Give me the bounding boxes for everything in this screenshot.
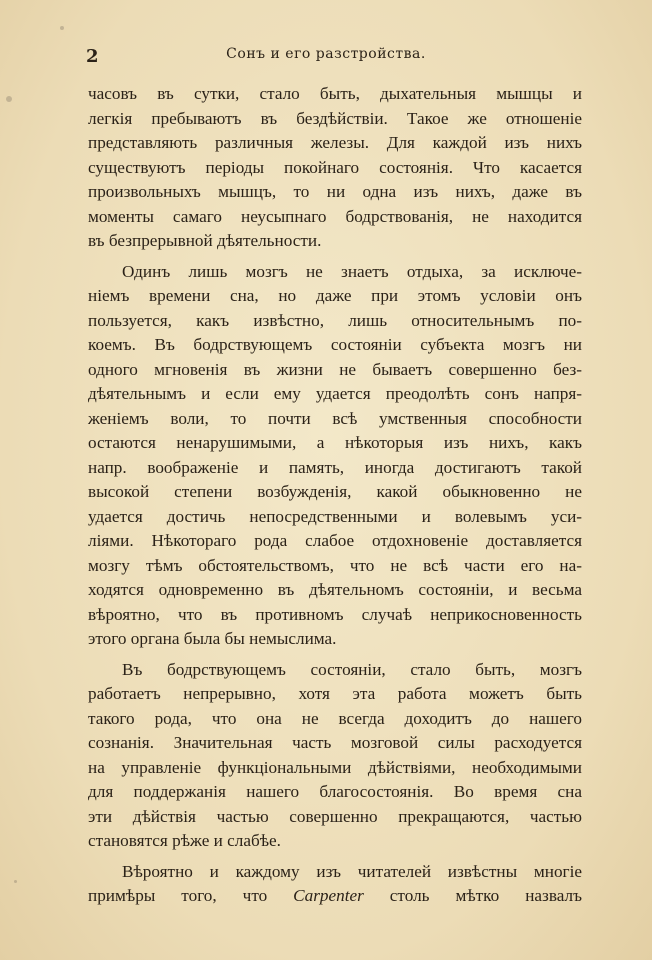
text-line: пользуется, какъ извѣстно, лишь относительнымъ по- — [88, 310, 582, 330]
paragraph — [88, 82, 582, 254]
running-title: Сонъ и его разстройства. — [226, 46, 426, 62]
paper-stain — [60, 26, 64, 30]
text-line: работаетъ непрерывно, хотя эта работа можетъ быть — [88, 684, 582, 703]
text-line: напр. воображеніе и память, иногда достигаютъ такой — [88, 457, 582, 477]
text-line: на управленіе функціональными дѣйствіями, необходимыми — [88, 757, 582, 777]
text-line: этого органа была бы немыслима. — [88, 629, 337, 648]
text-line: одного мгновенія въ жизни не бываетъ совершенно без- — [88, 359, 582, 379]
paragraph — [88, 260, 582, 652]
body-text — [88, 82, 582, 915]
text-line: легкія пребываютъ въ бездѣйствіи. Такое же отношеніе — [88, 108, 582, 128]
text-fragment: примѣры того, что — [88, 886, 294, 905]
text-line: ніемъ времени сна, но даже при этомъ условіи онъ — [88, 286, 582, 305]
text-line: часовъ въ сутки, стало быть, дыхательныя мышцы и — [88, 84, 582, 103]
text-line: становятся рѣже и слабѣе. — [88, 831, 281, 850]
text-line: существуютъ періоды покойнаго состоянія. Что касается — [88, 157, 582, 177]
text-line: моменты самаго неусыпнаго бодрствованія, не находится — [88, 206, 582, 226]
text-line: мозгу тѣмъ обстоятельствомъ, что не всѣ части его на- — [88, 555, 582, 575]
text-line — [88, 884, 582, 909]
paper-stain — [14, 880, 17, 883]
text-line: коемъ. Въ бодрствующемъ состояніи субъекта мозгъ ни — [88, 335, 582, 354]
paragraph — [88, 860, 582, 909]
text-line: дѣятельнымъ и если ему удается преодолѣть сонъ напря- — [88, 384, 582, 403]
text-line: Одинъ лишь мозгъ не знаетъ отдыха, за исключе- — [122, 261, 582, 281]
text-line: произвольныхъ мышцъ, то ни одна изъ нихъ, даже въ — [88, 182, 582, 201]
text-line: въ безпрерывной дѣятельности. — [88, 231, 322, 250]
text-line: сознанія. Значительная часть мозговой силы расходуется — [88, 733, 582, 752]
paper-stain — [6, 96, 12, 102]
text-line: такого рода, что она не всегда доходитъ до нашего — [88, 708, 582, 728]
text-line: женіемъ воли, то почти всѣ умственныя способности — [88, 408, 582, 428]
paragraph — [88, 658, 582, 854]
text-line: Вѣроятно и каждому изъ читателей извѣстны многіе — [122, 861, 582, 881]
text-line: ходятся одновременно въ дѣятельномъ состояніи, и весьма — [88, 580, 582, 599]
text-fragment: столь мѣтко назвалъ — [363, 886, 582, 905]
text-line: Въ бодрствующемъ состояніи, стало быть, мозгъ — [122, 659, 582, 679]
text-line: эти дѣйствія частью совершенно прекращаются, частью — [88, 806, 582, 826]
text-line: удается достичь непосредственными и волевымъ уси- — [88, 506, 582, 526]
text-line: остаются ненарушимыми, а нѣкоторыя изъ нихъ, какъ — [88, 433, 582, 452]
text-line: ліями. Нѣкотораго рода слабое отдохновеніе доставляется — [88, 531, 582, 550]
text-line: представляють различныя железы. Для каждой изъ нихъ — [88, 133, 582, 152]
text-line: высокой степени возбужденія, какой обыкновенно не — [88, 482, 582, 501]
author-name: Carpenter — [293, 886, 364, 905]
text-line: вѣроятно, что въ противномъ случаѣ неприкосновенность — [88, 604, 582, 624]
page-number: 2 — [86, 46, 99, 67]
text-line: для поддержанія нашего благосостоянія. Во время сна — [88, 782, 582, 801]
